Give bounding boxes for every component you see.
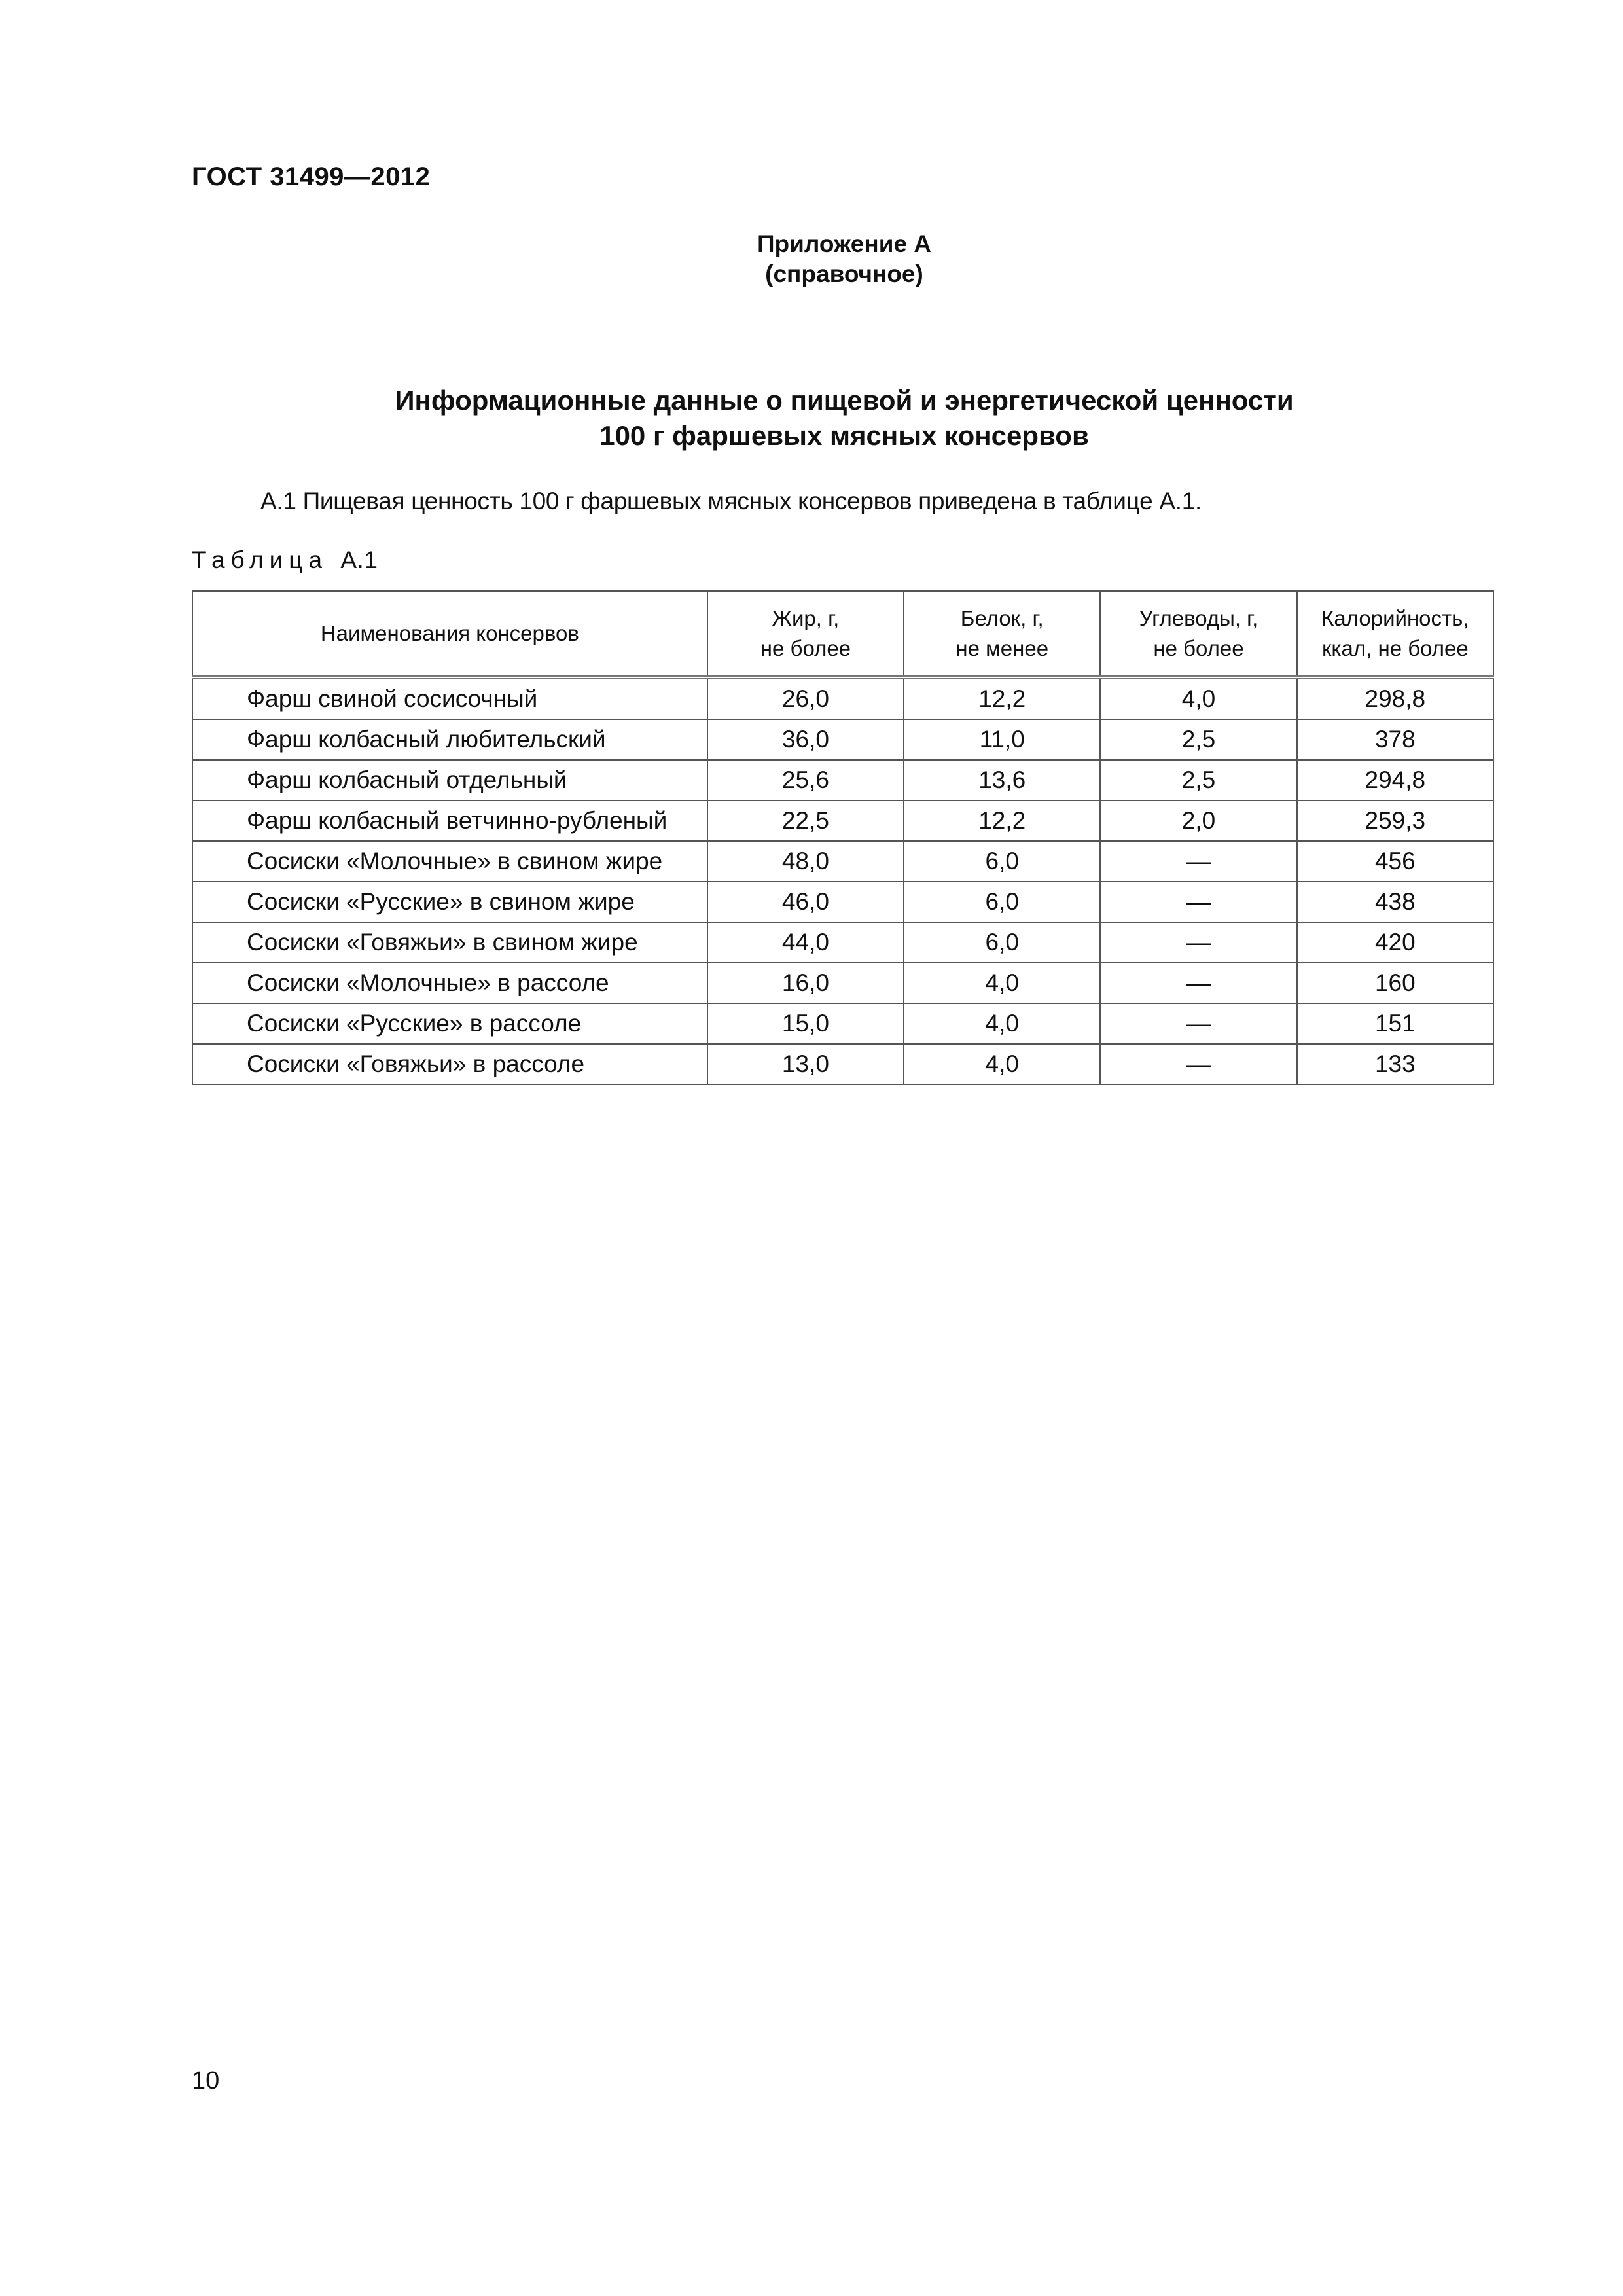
- nutrition-table: [192, 590, 1494, 1085]
- table-caption: [192, 547, 378, 574]
- cell-fat: 16,0: [707, 963, 904, 1003]
- cell-calories: 378: [1297, 719, 1493, 760]
- cell-calories: 420: [1297, 922, 1493, 963]
- cell-product-name: Сосиски «Русские» в рассоле: [192, 1003, 707, 1044]
- cell-protein: 4,0: [904, 1044, 1100, 1085]
- cell-fat: 15,0: [707, 1003, 904, 1044]
- table-row: [192, 719, 1493, 760]
- header-calories-line-2: ккал, не более: [1321, 636, 1469, 660]
- cell-protein: 6,0: [904, 882, 1100, 922]
- cell-carbohydrates: —: [1100, 922, 1296, 963]
- header-product-name: [192, 591, 707, 677]
- cell-calories: 438: [1297, 882, 1493, 922]
- cell-carbohydrates: —: [1100, 882, 1296, 922]
- table-caption-number: А.1: [340, 547, 378, 573]
- cell-product-name: Сосиски «Молочные» в рассоле: [192, 963, 707, 1003]
- section-heading-line-1: Информационные данные о пищевой и энергетической ценности: [395, 385, 1294, 416]
- cell-calories: 133: [1297, 1044, 1493, 1085]
- header-calories-line-1: Калорийность,: [1321, 606, 1469, 630]
- section-heading-line-2: 100 г фаршевых мясных консервов: [599, 420, 1089, 451]
- cell-protein: 11,0: [904, 719, 1100, 760]
- cell-product-name: Фарш колбасный отдельный: [192, 760, 707, 800]
- cell-carbohydrates: —: [1100, 1003, 1296, 1044]
- cell-product-name: Фарш свиной сосисочный: [192, 677, 707, 719]
- cell-fat: 46,0: [707, 882, 904, 922]
- document-code: ГОСТ 31499—2012: [192, 162, 431, 191]
- header-carbohydrates: [1100, 591, 1296, 677]
- table-row: [192, 760, 1493, 800]
- header-fat-line-1: Жир, г,: [772, 606, 840, 630]
- header-calories: [1297, 591, 1493, 677]
- table-row: [192, 841, 1493, 882]
- cell-fat: 36,0: [707, 719, 904, 760]
- table-row: [192, 882, 1493, 922]
- cell-fat: 13,0: [707, 1044, 904, 1085]
- cell-calories: 259,3: [1297, 800, 1493, 841]
- cell-protein: 12,2: [904, 677, 1100, 719]
- cell-product-name: Сосиски «Говяжьи» в рассоле: [192, 1044, 707, 1085]
- cell-product-name: Фарш колбасный любительский: [192, 719, 707, 760]
- cell-fat: 48,0: [707, 841, 904, 882]
- header-fat: [707, 591, 904, 677]
- table-row: [192, 800, 1493, 841]
- cell-carbohydrates: —: [1100, 1044, 1296, 1085]
- table-row: [192, 963, 1493, 1003]
- header-protein-line-2: не менее: [955, 636, 1049, 660]
- table-row: [192, 677, 1493, 719]
- header-protein: [904, 591, 1100, 677]
- cell-carbohydrates: —: [1100, 841, 1296, 882]
- table-row: [192, 922, 1493, 963]
- cell-protein: 4,0: [904, 963, 1100, 1003]
- table-row: [192, 1003, 1493, 1044]
- table-header-row: [192, 591, 1493, 677]
- cell-product-name: Фарш колбасный ветчинно-рубленый: [192, 800, 707, 841]
- cell-fat: 44,0: [707, 922, 904, 963]
- intro-paragraph: А.1 Пищевая ценность 100 г фаршевых мясных консервов приведена в таблице А.1.: [260, 488, 1202, 514]
- header-product-name-text: Наименования консервов: [320, 621, 579, 645]
- cell-protein: 6,0: [904, 922, 1100, 963]
- cell-product-name: Сосиски «Говяжьи» в свином жире: [192, 922, 707, 963]
- cell-calories: 294,8: [1297, 760, 1493, 800]
- appendix-title: Приложение А: [757, 230, 932, 257]
- table-row: [192, 1044, 1493, 1085]
- cell-carbohydrates: 2,0: [1100, 800, 1296, 841]
- cell-fat: 25,6: [707, 760, 904, 800]
- page-number: 10: [192, 2067, 220, 2094]
- cell-protein: 4,0: [904, 1003, 1100, 1044]
- cell-product-name: Сосиски «Русские» в свином жире: [192, 882, 707, 922]
- cell-product-name: Сосиски «Молочные» в свином жире: [192, 841, 707, 882]
- cell-carbohydrates: 4,0: [1100, 677, 1296, 719]
- cell-calories: 151: [1297, 1003, 1493, 1044]
- cell-calories: 298,8: [1297, 677, 1493, 719]
- cell-protein: 12,2: [904, 800, 1100, 841]
- cell-protein: 13,6: [904, 760, 1100, 800]
- header-carbohydrates-line-1: Углеводы, г,: [1139, 606, 1258, 630]
- cell-fat: 26,0: [707, 677, 904, 719]
- cell-carbohydrates: 2,5: [1100, 719, 1296, 760]
- cell-calories: 160: [1297, 963, 1493, 1003]
- cell-fat: 22,5: [707, 800, 904, 841]
- table-caption-word: Таблица: [192, 547, 329, 573]
- appendix-type: (справочное): [765, 260, 923, 287]
- cell-carbohydrates: —: [1100, 963, 1296, 1003]
- header-carbohydrates-line-2: не более: [1153, 636, 1244, 660]
- header-fat-line-2: не более: [760, 636, 851, 660]
- cell-protein: 6,0: [904, 841, 1100, 882]
- cell-calories: 456: [1297, 841, 1493, 882]
- cell-carbohydrates: 2,5: [1100, 760, 1296, 800]
- header-protein-line-1: Белок, г,: [960, 606, 1044, 630]
